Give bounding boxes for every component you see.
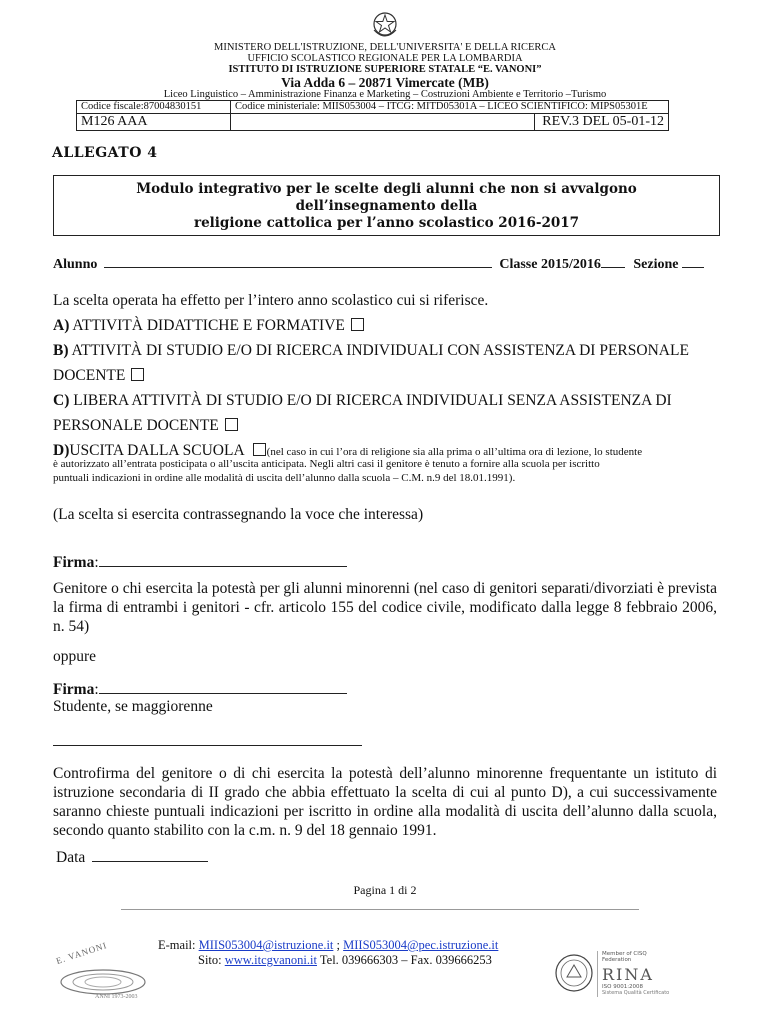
rina-member-text: Member of CISQ Federation (602, 951, 647, 963)
classe-label: Classe 2015/2016 (499, 257, 601, 272)
option-b-text-2: DOCENTE (53, 367, 126, 384)
footer-email-row: E-mail: MIIS053004@istruzione.it ; MIIS053004@pec.istruzione.it (158, 938, 499, 952)
date-field[interactable] (92, 861, 208, 862)
vanoni-logo-text: E. VANONI (54, 940, 109, 966)
form-title-box (53, 175, 720, 236)
option-a-text: ATTIVITÀ DIDATTICHE E FORMATIVE (69, 317, 345, 334)
signature-2-label: Firma (53, 681, 95, 698)
form-title-line2: dell’insegnamento della (295, 198, 478, 214)
classe-field[interactable] (601, 267, 625, 268)
option-b (53, 341, 689, 360)
option-a-checkbox[interactable] (351, 318, 364, 331)
rina-certification (597, 951, 674, 997)
option-a-letter: A) (53, 317, 70, 334)
footer-divider (121, 909, 639, 910)
revision-code: REV.3 DEL 05-01-12 (535, 114, 669, 131)
allegato-label: ALLEGATO 4 (52, 145, 158, 161)
document-code: M126 AAA (77, 114, 231, 131)
signature-2-description: Studente, se maggiorenne (53, 698, 213, 715)
sezione-field[interactable] (682, 267, 704, 268)
alunno-label: Alunno (53, 257, 98, 272)
fiscal-code: Codice fiscale:87004830151 (77, 101, 231, 114)
signature-1-description: Genitore o chi esercita la potestà per gli alunni minorenni (nel caso di genitori separati/divorziati è prevista la firma di entrambi i genitori - cfr. articolo 155 del codice civile, modificato dalla legge 8 febbraio 2006, n. 54) (53, 580, 717, 635)
option-d-note-3: puntuali indicazioni in ordine alle modalità di uscita dell’alunno dalla scuola – C.M. n.9 del 18.01.1991). (53, 472, 516, 484)
regional-office: UFFICIO SCOLASTICO REGIONALE PER LA LOMBARDIA (247, 53, 523, 64)
alunno-field[interactable] (104, 267, 492, 268)
vanoni-logo-sub: ANNI 1973-2003 (95, 994, 138, 1000)
email-link-1[interactable]: MIIS053004@istruzione.it (198, 938, 334, 952)
countersign-text: Controfirma del genitore o di chi esercita la potestà dell’alunno minorenne frequentante un istituto di istruzione secondaria di II grado che abbia effettuato la scelta di cui al punto D), a cui successivamente saranno chieste puntuali indicazioni per iscritto in ordine alla modalità di uscita dell’alunno dalla scuola, secondo quanto stabilito con la c.m. n. 9 del 18 gennaio 1991. (53, 765, 717, 839)
ministerial-code: Codice ministeriale: MIIS053004 – ITCG: MITD05301A – LICEO SCIENTIFICO: MIPS05301E (231, 101, 669, 114)
option-c (53, 391, 672, 410)
institute-courses: Liceo Linguistico – Amministrazione Finanza e Marketing – Costruzioni Ambiente e Territorio –Turismo (163, 89, 607, 100)
footer-site-row: Sito: www.itcgvanoni.it Tel. 039666303 – Fax. 039666253 (198, 953, 492, 967)
option-c-checkbox[interactable] (225, 418, 238, 431)
option-d-note-2: è autorizzato all’entrata posticipata o all’uscita anticipata. Negli altri casi il genitore è tenuto a fornire alla scuola per iscritto (53, 458, 600, 470)
ministry-name: MINISTERO DELL'ISTRUZIONE, DELL'UNIVERSITA' E DELLA RICERCA (214, 42, 556, 53)
option-b-text-1: ATTIVITÀ DI STUDIO E/O DI RICERCA INDIVIDUALI CON ASSISTENZA DI PERSONALE (68, 342, 689, 359)
email-link-2[interactable]: MIIS053004@pec.istruzione.it (343, 938, 499, 952)
instruction-text: (La scelta si esercita contrassegnando la voce che interessa) (53, 506, 424, 523)
option-b-checkbox[interactable] (131, 368, 144, 381)
form-title-line1: Modulo integrativo per le scelte degli alunni che non si avvalgono (136, 181, 637, 197)
date-row (56, 848, 208, 867)
institute-name: ISTITUTO DI ISTRUZIONE SUPERIORE STATALE “E. VANONI” (228, 64, 542, 75)
student-row (53, 257, 704, 273)
option-b-line2 (53, 366, 144, 385)
signature-1-field[interactable] (99, 566, 347, 567)
countersign-field[interactable] (53, 745, 362, 746)
date-label: Data (56, 849, 86, 866)
vanoni-logo (45, 940, 165, 1008)
page-number: Pagina 1 di 2 (353, 883, 417, 897)
option-c-text-2: PERSONALE DOCENTE (53, 417, 219, 434)
republic-emblem-icon (371, 10, 399, 40)
form-title-line3: religione cattolica per l’anno scolastico 2016-2017 (193, 215, 580, 231)
option-d-text: USCITA DALLA SCUOLA (69, 442, 245, 459)
option-b-letter: B) (53, 342, 69, 359)
signature-1-label: Firma (53, 554, 95, 571)
option-c-line2 (53, 416, 238, 435)
rina-sub: Sistema Qualità Certificato (602, 990, 670, 996)
option-d-checkbox[interactable] (253, 443, 266, 456)
option-c-text-1: LIBERA ATTIVITÀ DI STUDIO E/O DI RICERCA INDIVIDUALI SENZA ASSISTENZA DI (69, 392, 672, 409)
sezione-label: Sezione (633, 257, 679, 272)
website-link[interactable]: www.itcgvanoni.it (224, 953, 317, 967)
institute-address: Via Adda 6 – 20871 Vimercate (MB) (281, 75, 489, 90)
quality-seal-icon (554, 953, 594, 993)
rina-iso: ISO 9001:2008 (602, 984, 644, 990)
signature-2: Firma: (53, 680, 347, 699)
signature-2-field[interactable] (99, 693, 347, 694)
option-c-letter: C) (53, 392, 70, 409)
option-a (53, 316, 364, 335)
rina-logo-text: RINA (602, 965, 654, 984)
signature-1: Firma: (53, 553, 347, 572)
option-d-note-1: (nel caso in cui l’ora di religione sia alla prima o all’ultima ora di lezione, lo studente (266, 446, 643, 458)
intro-text: La scelta operata ha effetto per l’intero anno scolastico cui si riferisce. (53, 292, 489, 309)
header-table (76, 100, 669, 131)
option-d-letter: D) (53, 442, 70, 459)
oppure-text: oppure (53, 648, 97, 665)
